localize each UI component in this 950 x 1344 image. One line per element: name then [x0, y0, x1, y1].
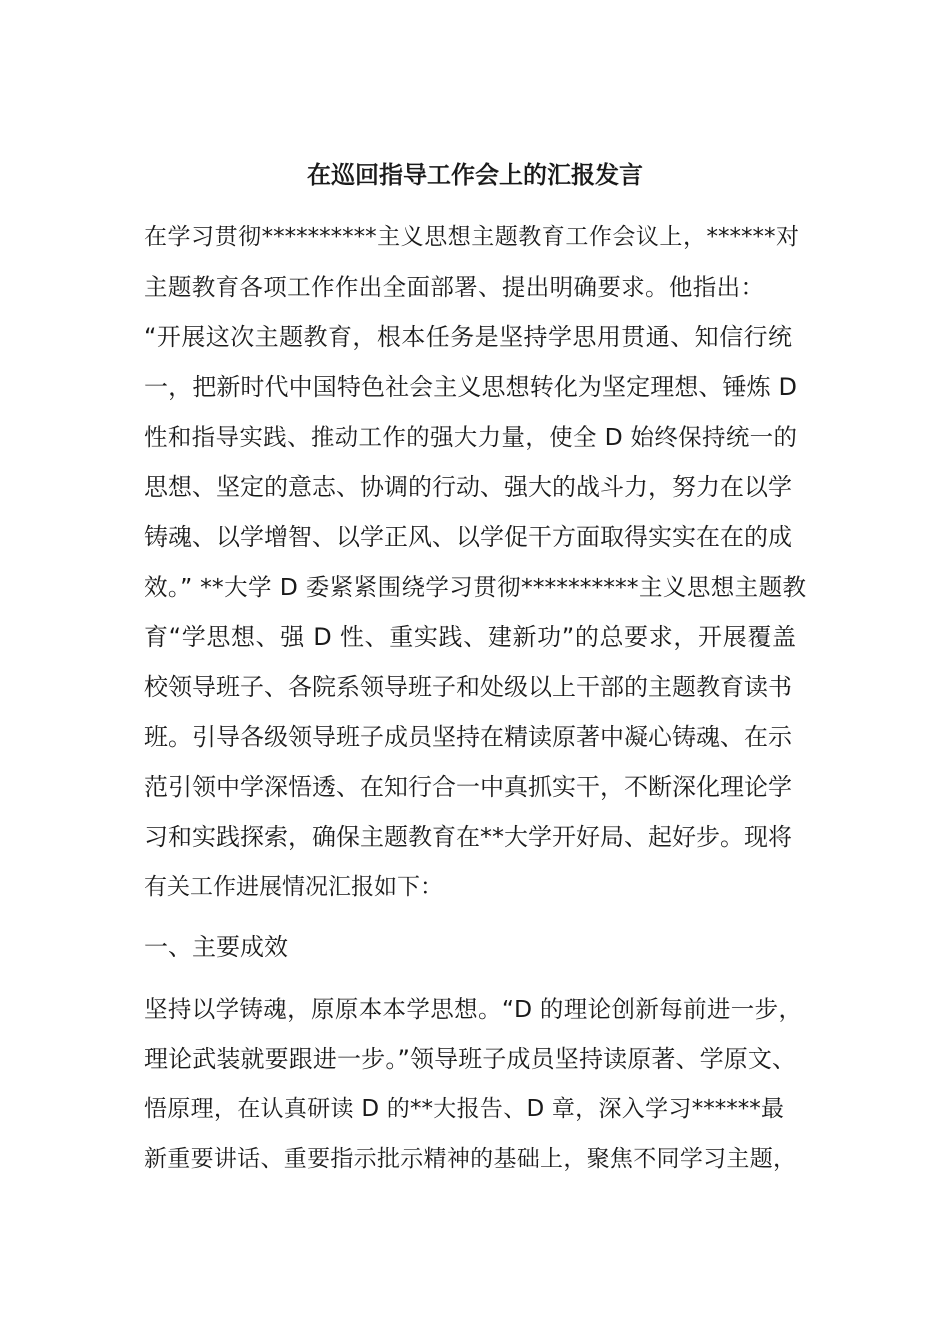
text-line: 理论武装就要跟进一步。”领导班子成员坚持读原著、学原文、 — [144, 1045, 796, 1073]
text-line: 有关工作进展情况汇报如下： — [144, 874, 443, 900]
text-line: 在学习贯彻**********主义思想主题教育工作会议上，******对 — [144, 224, 799, 250]
text-line: 范引领中学深悟透、在知行合一中真抓实干，不断深化理论学 — [144, 773, 792, 801]
text-line: 思想、坚定的意志、协调的行动、强大的战斗力，努力在以学 — [144, 473, 792, 501]
text-line: 坚持以学铸魂，原原本本学思想。“D 的理论创新每前进一步， — [144, 995, 802, 1023]
text-line: 班。引导各级领导班子成员坚持在精读原著中凝心铸魂、在示 — [144, 723, 792, 751]
text-line: 效。” **大学 D 委紧紧围绕学习贯彻**********主义思想主题教 — [144, 573, 806, 601]
text-line: 育“学思想、强 D 性、重实践、建新功”的总要求，开展覆盖 — [144, 623, 796, 651]
document-title: 在巡回指导工作会上的汇报发言 — [307, 161, 643, 189]
text-line: 新重要讲话、重要指示批示精神的基础上，聚焦不同学习主题， — [144, 1146, 796, 1172]
text-line: 性和指导实践、推动工作的强大力量，使全 D 始终保持统一的 — [144, 423, 797, 451]
section-heading: 一、主要成效 — [144, 933, 288, 961]
text-line: 习和实践探索，确保主题教育在**大学开好局、起好步。现将 — [144, 823, 792, 851]
text-line: 悟原理，在认真研读 D 的**大报告、D 章，深入学习******最 — [144, 1096, 784, 1122]
text-line: 校领导班子、各院系领导班子和处级以上干部的主题教育读书 — [144, 673, 792, 701]
text-line: 一，把新时代中国特色社会主义思想转化为坚定理想、锤炼 D — [144, 373, 797, 401]
text-line: “开展这次主题教育，根本任务是坚持学思用贯通、知信行统 — [144, 323, 792, 351]
text-line: 主题教育各项工作作出全面部署、提出明确要求。他指出： — [144, 273, 764, 301]
text-line: 铸魂、以学增智、以学正风、以学促干方面取得实实在在的成 — [144, 523, 792, 551]
